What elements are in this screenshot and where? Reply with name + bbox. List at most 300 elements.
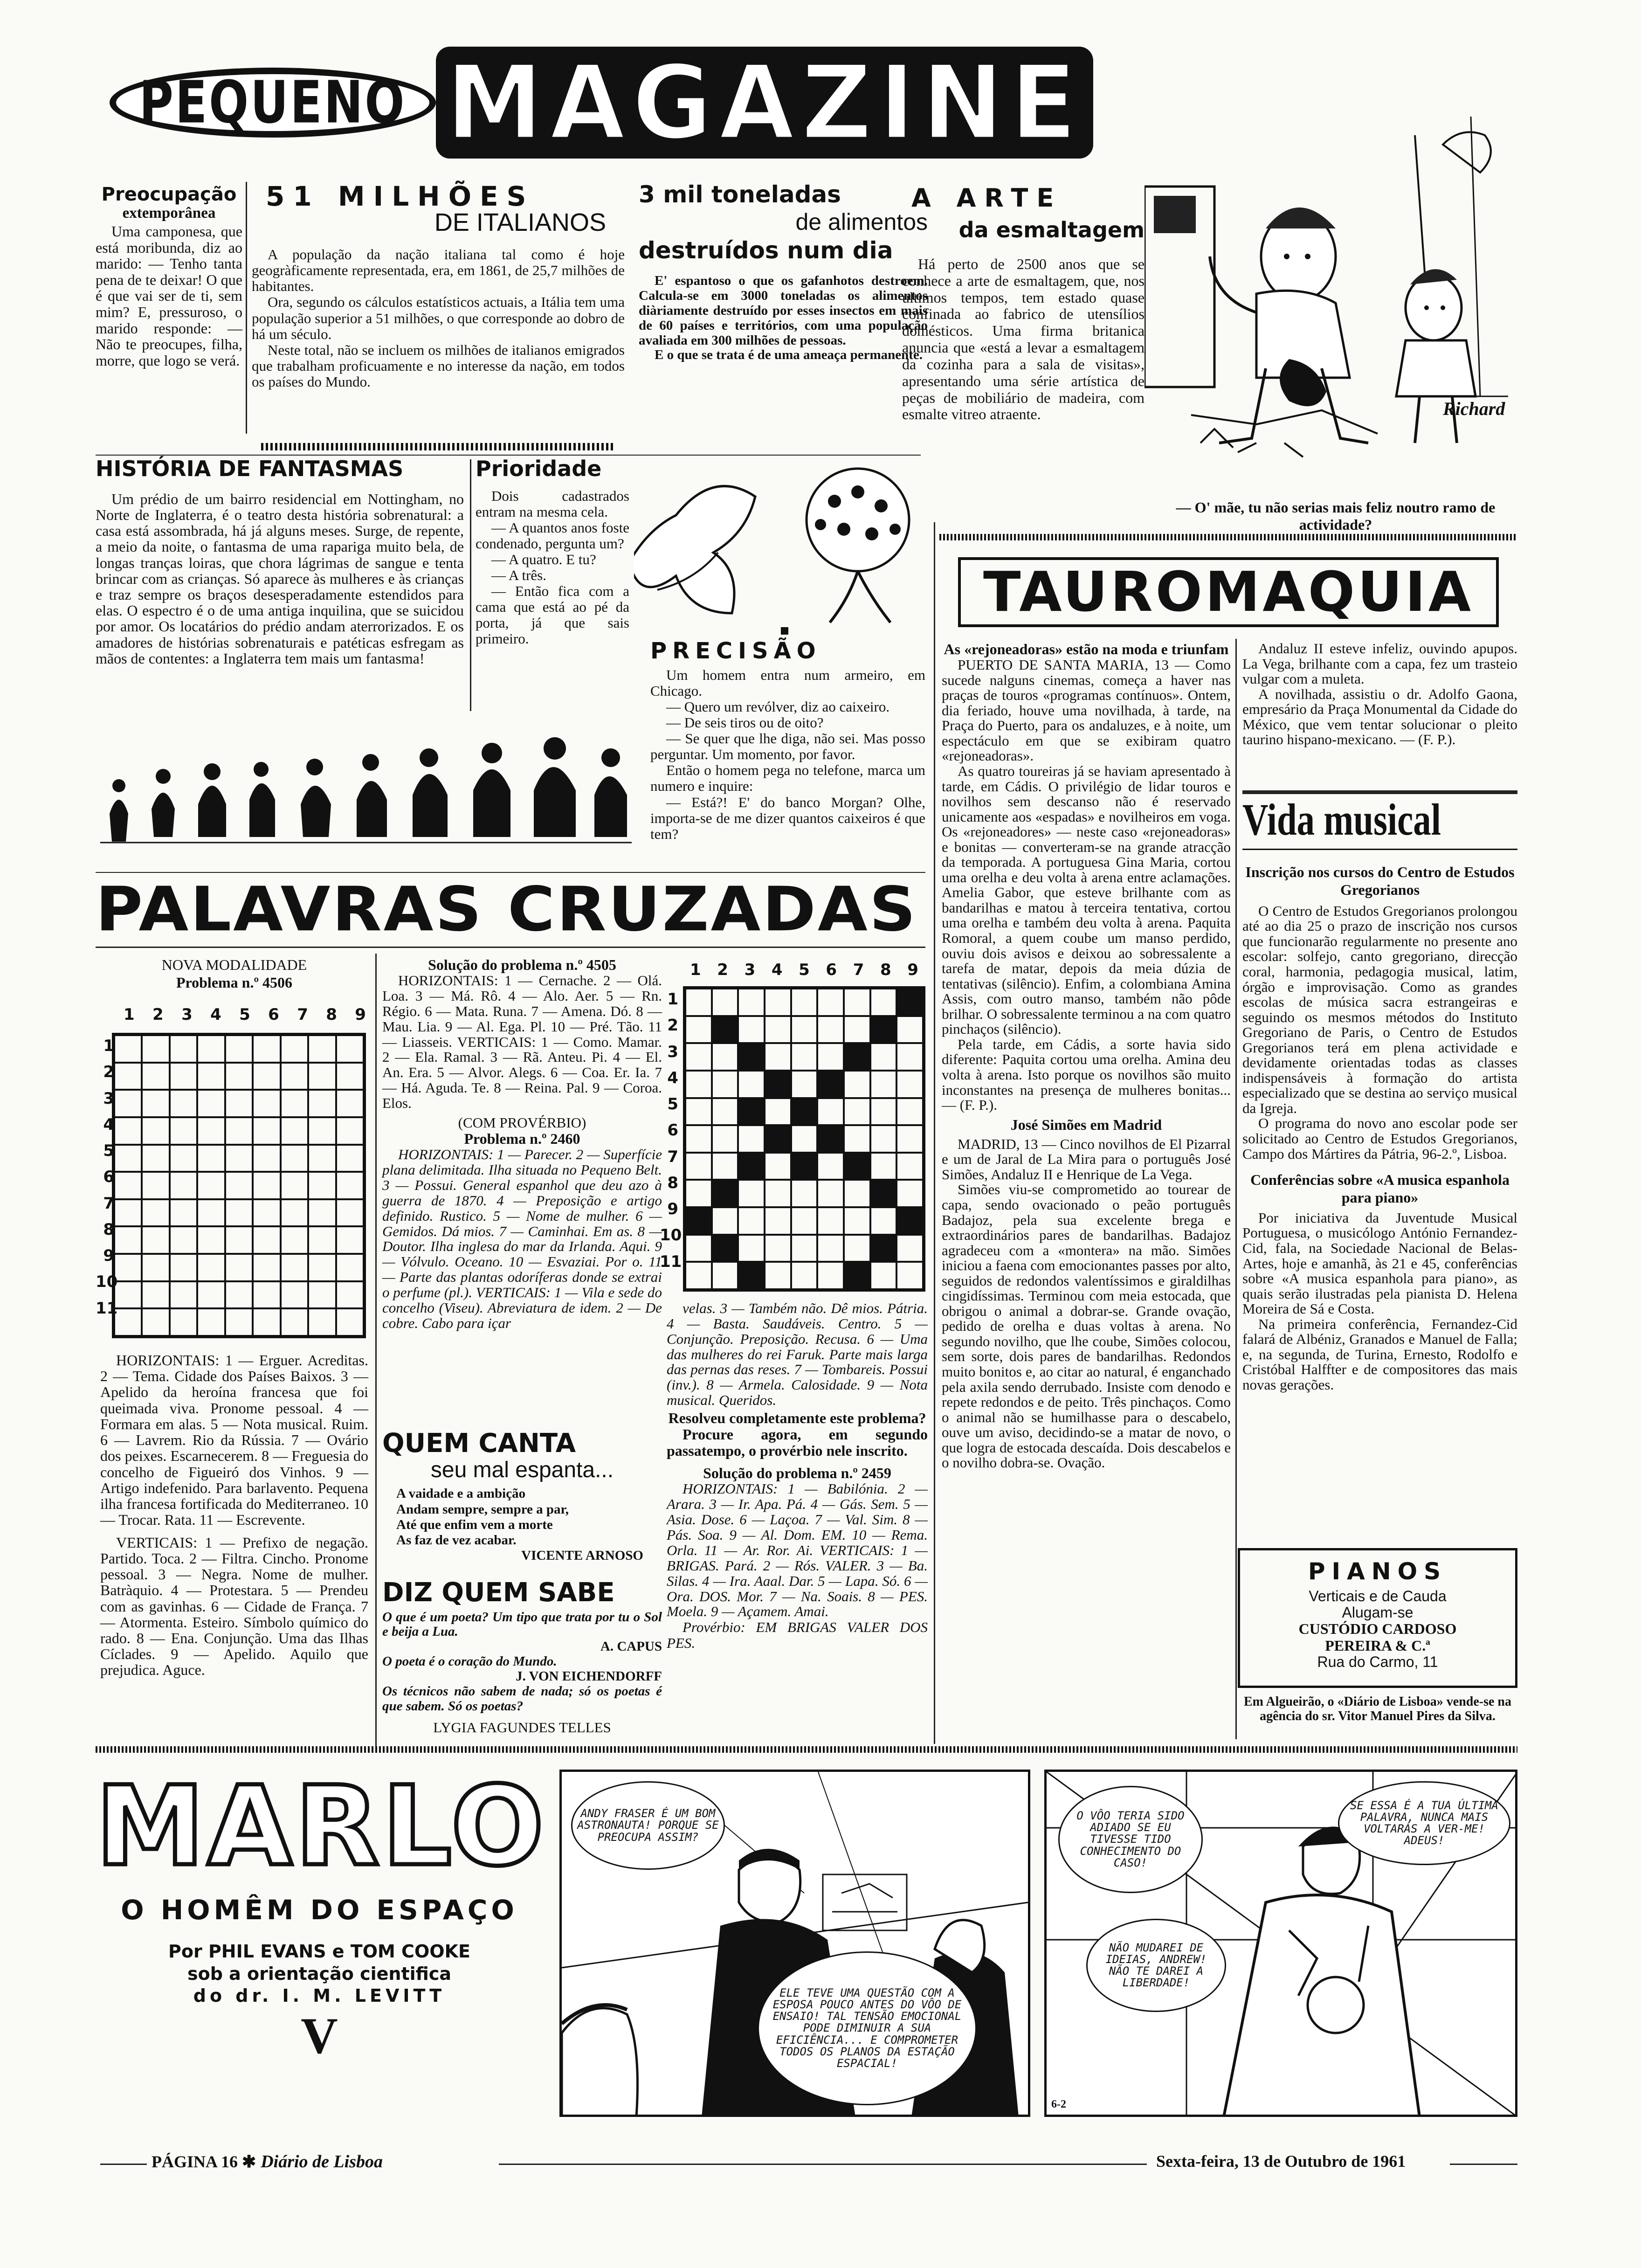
col-number: 4 (210, 1005, 221, 1024)
grid-cell (896, 1098, 923, 1126)
grid-cell (738, 1098, 765, 1126)
grid-cell (114, 1117, 142, 1145)
grid-cell (253, 1117, 280, 1145)
grid-cell (114, 1281, 142, 1309)
grid-cell (114, 1145, 142, 1172)
article-fantasmas (96, 457, 464, 666)
tauromaquia-headline: As «rejoneadoras» estão na moda e triunfam (944, 641, 1229, 657)
grid-cell (225, 1063, 253, 1090)
tauromaquia-paragraph: Simões viu-se comprometido ao tourear de capa, sendo ovacionado o peão português Badajoz, pela sua excelente brega e extraordinários pares de bandarilhas. Badajoz agradeceu com a «montera» na mão. Simões iniciou a faena com emocionantes passes por alto, seguidos de redondos valentíssimos e giraldilhas cingidíssimas. Terminou com meia estocada, que obrigou o animal a dobrar-se. Grande ovação, pedido de orelha e duas voltas à arena. No segundo novilho, que lhe coube, Simões colocou, sem sorte, dois pares de bandarilhas. Redondos muito bonitos e, ao citar ao natural, é enganchado pela axila sendo derrubado. Insiste com denodo e repete redondos e de peito. Três pinchaços. Como o animal não se humilhasse para o descabelo, ouve um aviso, decidindo-se a matar de novo, o que logra de estocada descaída. Dois descabelos e o novilho dobra-se. Ovação. (942, 1181, 1231, 1471)
grid-cell (225, 1117, 253, 1145)
grid-cell (896, 989, 923, 1016)
grid-cell (142, 1199, 169, 1227)
vida-musical-paragraph: Na primeira conferência, Fernandez-Cid falará de Albéniz, Granados e Manuel de Falla; e, na segunda, de Turina, Ernesto, Rodolfo e Cristóbal Halffter e de compositores das mais novas gerações. (1242, 1315, 1517, 1393)
row-number: 4 (103, 1115, 114, 1134)
verse-line: Até que enfim vem a morte (396, 1517, 553, 1533)
grid-cell (197, 1145, 225, 1172)
grid-cell (791, 1235, 818, 1262)
grid-cell (308, 1090, 336, 1117)
grid-cell (170, 1172, 197, 1199)
grid-cell (685, 1125, 712, 1153)
grid-cell (712, 1235, 738, 1262)
preocupacao-subtitle: extemporânea (122, 205, 216, 221)
row-number: 3 (103, 1089, 114, 1108)
footer-page-number: PÁGINA 16 ✱ (152, 2152, 256, 2171)
grid-cell (896, 1235, 923, 1262)
row-number: 3 (667, 1042, 678, 1061)
grid-cell (308, 1145, 336, 1172)
grid-cell (253, 1199, 280, 1227)
verse-line: As faz de vez acabar. (396, 1533, 517, 1548)
grid-cell (336, 1254, 364, 1281)
grid-cell (765, 989, 791, 1016)
solution-title: Solução do problema n.º 4505 (428, 956, 616, 973)
grid-cell (712, 1098, 738, 1126)
footer-newspaper-name: Diário de Lisboa (261, 2152, 383, 2171)
row-number: 6 (103, 1168, 114, 1187)
row-number: 1 (103, 1037, 114, 1055)
crossword-grid-2 (683, 986, 925, 1292)
quem-canta-title: QUEM CANTA (382, 1428, 576, 1459)
row-number: 2 (667, 1016, 678, 1035)
grid-cell (170, 1281, 197, 1309)
grid-cell (896, 1071, 923, 1098)
grid-cell (253, 1254, 280, 1281)
grid-cell (896, 1180, 923, 1207)
grid-cell (170, 1254, 197, 1281)
grid-cell (844, 1153, 870, 1180)
ghost-dancers-illustration (100, 720, 632, 851)
grid-cell (253, 1090, 280, 1117)
grid-cell (738, 1207, 765, 1235)
col-number: 2 (152, 1005, 164, 1024)
grid-cell (336, 1090, 364, 1117)
grid-cell (253, 1145, 280, 1172)
quem-canta (382, 1429, 662, 1563)
grid-cell (791, 1262, 818, 1289)
marlo-subtitle: O HOMÊM DO ESPAÇO (121, 1894, 518, 1926)
problema-2460-continued: velas. 3 — Também não. Dê mios. Pátria. 4 — Basta. Saudáveis. Centro. 5 — Conjunção. Preposição. Recusa. 6 — Uma das mulheres do rei Faruk. Parte mais larga das pernas das reses. 7 — Tombareis. Possui (inv.). 8 — Armela. Calosidade. 9 — Nota musical. Queridos. (667, 1300, 928, 1409)
speech-balloon: NÃO MUDAREI DE IDEIAS, ANDREW! NÃO TE DAREI A LIBERDADE! (1086, 1919, 1226, 2012)
article-prioridade (476, 457, 629, 647)
row-number: 7 (667, 1147, 678, 1166)
vida-musical-headline-2: Conferências sobre «A musica espanhola para piano» (1250, 1171, 1510, 1206)
grid-cell (197, 1308, 225, 1336)
quem-canta-author: VICENTE ARNOSO (521, 1548, 643, 1563)
grid-cell (281, 1035, 308, 1063)
grid-cell (142, 1226, 169, 1254)
grid-cell (817, 1071, 844, 1098)
marlo-v-logo: V (301, 2007, 338, 2065)
grid-cell (738, 1071, 765, 1098)
speech-balloon: ELE TEVE UMA QUESTÃO COM A ESPOSA POUCO ANTES DO VÔO DE ENSAIO! TAL TENSÃO EMOCIONAL PODE DIMINUIR A SUA EFICIÊNCIA... E COMPROMETER TODOS OS PLANOS DA ESTAÇÃO ESPACIAL! (758, 1951, 977, 2105)
grid-cell (896, 1207, 923, 1235)
col-number: 6 (268, 1005, 279, 1024)
col-number: 1 (124, 1005, 135, 1024)
precisao-line: Então o homem pega no telefone, marca um numero e inquire: (650, 762, 925, 795)
masthead (110, 47, 1093, 159)
grid-cell (685, 1043, 712, 1071)
grid-cell (281, 1281, 308, 1309)
grid-cell (197, 1035, 225, 1063)
grid-cell (765, 1153, 791, 1180)
row-number: 2 (103, 1063, 114, 1082)
comic-panel-number: 6-2 (1051, 2098, 1066, 2110)
grid-cell (765, 1016, 791, 1044)
grid-cell (197, 1199, 225, 1227)
precisao-line: Um homem entra num armeiro, em Chicago. (650, 666, 925, 699)
quem-canta-verse (396, 1486, 662, 1548)
grid-cell (225, 1035, 253, 1063)
row-number: 10 (96, 1272, 118, 1292)
grid-cell (253, 1063, 280, 1090)
grid-cell (253, 1172, 280, 1199)
grid-cell (170, 1117, 197, 1145)
row-number: 6 (667, 1121, 678, 1140)
grid-cell (712, 1262, 738, 1289)
crossword-title: PALAVRAS CRUZADAS (96, 873, 918, 945)
grid-cell (142, 1254, 169, 1281)
grid-cell (791, 1098, 818, 1126)
grid-cell (142, 1035, 169, 1063)
speech-balloon: SE ESSA É A TUA ÚLTIMA PALAVRA, NUNCA MAIS VOLTARÁS A VER-ME! ADEUS! (1338, 1781, 1510, 1865)
crossword-grid-1 (112, 1033, 366, 1338)
grid-cell (712, 1043, 738, 1071)
problema-2460-title: Problema n.º 2460 (464, 1130, 580, 1148)
grid-cell (197, 1281, 225, 1309)
solution-2459-title: Solução do problema n.º 2459 (703, 1465, 891, 1482)
grid-cell (685, 1207, 712, 1235)
arte-subtitle: da esmaltagem (958, 217, 1145, 243)
verse-line: Andam sempre, sempre a par, (396, 1501, 569, 1517)
prioridade-line: — A quatro. E tu? (491, 551, 596, 567)
pianos-title: PIANOS (1308, 1558, 1448, 1585)
grid-cell (765, 1043, 791, 1071)
grid-cell (281, 1308, 308, 1336)
grid-cell (170, 1090, 197, 1117)
grid-cell (197, 1254, 225, 1281)
algueirao-notice: Em Algueirão, o «Diário de Lisboa» vende-se na agência do sr. Vitor Manuel Pires da Silva. (1243, 1694, 1511, 1723)
grid-cell (281, 1254, 308, 1281)
grid-cell (281, 1226, 308, 1254)
grid-cell (685, 1235, 712, 1262)
grid-cell (791, 1043, 818, 1071)
precisao-line: — Se quer que lhe diga, não sei. Mas posso perguntar. Um momento, por favor. (650, 730, 925, 763)
proverbio-answer: Provérbio: EM BRIGAS VALER DOS PES. (667, 1619, 928, 1652)
grid-cell (225, 1199, 253, 1227)
marlo-authors: Por PHIL EVANS e TOM COOKE (168, 1941, 470, 1962)
grid-cell (870, 1016, 897, 1044)
prioridade-line: — A quantos anos foste condenado, pergunta um? (476, 519, 629, 552)
grid-cell (791, 1016, 818, 1044)
toneladas-subtitle: de alimentos (795, 209, 928, 235)
grid-cell (281, 1199, 308, 1227)
procure-instruction: Procure agora, em segundo passatempo, o provérbio nele inscrito. (667, 1426, 928, 1459)
article-preocupacao (96, 184, 242, 368)
grid-cell (197, 1226, 225, 1254)
quem-sabe-title: DIZ QUEM SABE (382, 1577, 615, 1608)
col-number: 1 (690, 961, 701, 979)
grid1-row-numbers (96, 1037, 118, 1318)
row-number: 7 (103, 1194, 114, 1213)
diz-quem-sabe (382, 1578, 662, 1736)
grid-cell (817, 1235, 844, 1262)
grid-cell (197, 1063, 225, 1090)
grid-cell (225, 1226, 253, 1254)
grid-cell (170, 1035, 197, 1063)
prioridade-title: Prioridade (476, 456, 602, 481)
grid-cell (870, 1235, 897, 1262)
grid-cell (308, 1035, 336, 1063)
grid2-col-numbers (690, 961, 918, 979)
grid-cell (225, 1308, 253, 1336)
col-number: 5 (239, 1005, 250, 1024)
solution-2459-text: HORIZONTAIS: 1 — Babilónia. 2 — Arara. 3 — Ir. Apa. Pá. 4 — Gás. Sem. 5 — Asia. Dose. 6 — Laçoa. 7 — Val. Sim. 8 — Pás. Soa. 9 — Al. Dom. EM. 10 — Rema. Orla. 11 — Ar. Ror. Ai. VERTICAIS: 1 — BRIGAS. Pará. 2 — Rós. VALER. 3 — Ba. Silas. 4 — Ira. Aaal. Dar. 5 — Lapa. Só. 6 — Ora. DOS. Mor. 7 — Na. Soais. 8 — PES. Moela. 9 — Açamem. Amai. (667, 1480, 928, 1620)
grid-cell (817, 1125, 844, 1153)
quem-sabe-author: J. VON EICHENDORFF (516, 1669, 662, 1684)
grid-cell (308, 1226, 336, 1254)
grid-cell (114, 1308, 142, 1336)
marlo-dr: do dr. I. M. LEVITT (193, 1985, 446, 2006)
article-precisao (650, 639, 925, 842)
row-number: 8 (667, 1173, 678, 1192)
grid-cell (336, 1199, 364, 1227)
vida-musical (1242, 797, 1517, 1392)
grid-cell (308, 1308, 336, 1336)
masthead-pequeno: PEQUENO (110, 68, 436, 138)
grid-cell (844, 1071, 870, 1098)
verse-line: A vaidade e a ambição (396, 1486, 526, 1501)
grid-cell (765, 1207, 791, 1235)
cartoon-illustration (1145, 117, 1527, 494)
precisao-line: — Quero um revólver, diz ao caixeiro. (666, 698, 890, 715)
solution-text: HORIZONTAIS: 1 — Cernache. 2 — Olá. Loa. 3 — Má. Rô. 4 — Alo. Aer. 5 — Rn. Régio. 6 — Mata. Runa. 7 — Amena. Dó. 8 — Mau. Lia. 9 — Al. Ega. Pl. 10 — Pré. Tão. 11 — Liasseis. VERTICAIS: 1 — Como. Mamar. 2 — Ela. Ramal. 3 — Rã. Anteu. Pi. 4 — El. An. Era. 5 — Alvor. Alegs. 6 — Coa. Er. Ia. 7 — Há. Aguda. Te. 8 — Reina. Pal. 9 — Coroa. Elos. (382, 972, 662, 1112)
grid-cell (738, 1043, 765, 1071)
grid-cell (712, 1016, 738, 1044)
grid-cell (336, 1117, 364, 1145)
grid-cell (336, 1281, 364, 1309)
grid-cell (791, 1071, 818, 1098)
crossword-mid-column (667, 1301, 928, 1651)
preocupacao-title: Preocupação (101, 184, 237, 205)
milhoes-subtitle: DE ITALIANOS (434, 208, 606, 236)
col-number: 9 (907, 961, 918, 979)
grid-cell (791, 1207, 818, 1235)
grid-cell (738, 1016, 765, 1044)
fantasmas-text: Um prédio de um bairro residencial em Nottingham, no Norte de Inglaterra, é o teatro desta história sobrenatural: a casa está assombrada, há já alguns meses. Surge, de repente, a meio da noite, o fantasma de uma rapariga muito bela, de longas tranças loiras, que chora lágrimas de sangue e tenta brincar com as crianças. Só aparece às mulheres e às crianças e traz sempre os braços desesperadamente estendidos para elas. O espectro é o de uma antiga inquilina, que se suicidou por amor. Os locatários do prédio andam aterrorizados. E os amadores de histórias sobrenaturais e patéticas esfregam as mãos de contentes: a Inglaterra tem mais um fantasma! (96, 490, 464, 667)
grid-cell (281, 1090, 308, 1117)
grid-cell (817, 1016, 844, 1044)
grid-cell (844, 1043, 870, 1071)
grid-cell (738, 1153, 765, 1180)
grid-cell (114, 1172, 142, 1199)
grid-cell (142, 1063, 169, 1090)
horizontais-clues: HORIZONTAIS: 1 — Erguer. Acreditas. 2 — Tema. Cidade dos Países Baixos. 3 — Apelido da heroína francesa que foi queimada viva. Pronome pessoal. 4 — Formara em alas. 5 — Nota musical. Ruim. 6 — Lavrem. Rio da Rússia. 7 — Ovário dos peixes. Escarnecerem. 8 — Freguesia do concelho de Figueiró dos Vinhos. 9 — Artigo indefenido. Para barlavento. Pequena ilha francesa fortificada do Mediterraneo. 10 — Trocar. Rata. 11 — Escrevente. (100, 1352, 368, 1528)
grid-cell (712, 1153, 738, 1180)
col-number: 8 (880, 961, 891, 979)
grid-cell (142, 1145, 169, 1172)
grid-cell (765, 1071, 791, 1098)
grid-cell (844, 1125, 870, 1153)
grid-cell (225, 1145, 253, 1172)
crossword-problema: Problema n.º 4506 (176, 974, 293, 991)
grid-cell (712, 1207, 738, 1235)
precisao-line: — Está?! E' do banco Morgan? Olhe, importa-se de me dizer quantos caixeiros é que tem? (650, 794, 925, 842)
precisao-title: PRECISÃO (650, 638, 821, 664)
grid-cell (817, 1098, 844, 1126)
col-number: 6 (826, 961, 837, 979)
grid-cell (336, 1145, 364, 1172)
row-number: 10 (660, 1226, 682, 1245)
quem-sabe-quote: Os técnicos não sabem de nada; só os poetas é que sabem. Só os poetas? (382, 1684, 662, 1714)
grid1-col-numbers (124, 1006, 366, 1023)
row-number: 5 (103, 1141, 114, 1160)
quem-canta-subtitle: seu mal espanta... (430, 1457, 614, 1482)
comic-panel-1 (559, 1770, 1030, 2117)
grid-cell (281, 1172, 308, 1199)
grid-cell (114, 1254, 142, 1281)
milhoes-title: 51 MILHÕES (266, 180, 535, 212)
toneladas-paragraph: E' espantoso o que os gafanhotos destroem. Calcula-se em 3000 toneladas os alimentos diàriamente destruído por esses insectos em mais de 60 países e territórios, com uma população avaliada em 300 milhões de pessoas. (639, 273, 928, 348)
grid-cell (685, 1071, 712, 1098)
grid-cell (712, 989, 738, 1016)
grid-cell (142, 1172, 169, 1199)
grid-cell (225, 1281, 253, 1309)
grid-cell (225, 1254, 253, 1281)
tauromaquia-banner (958, 557, 1499, 627)
tauromaquia-continued (1242, 641, 1517, 747)
grid-cell (114, 1199, 142, 1227)
precisao-line: — De seis tiros ou de oito? (666, 714, 824, 731)
grid-cell (281, 1117, 308, 1145)
pianos-line: Verticais e de Cauda (1309, 1588, 1447, 1604)
grid-cell (253, 1226, 280, 1254)
grid-cell (685, 1098, 712, 1126)
row-number: 11 (660, 1252, 682, 1271)
grid-cell (685, 1180, 712, 1207)
grid-cell (308, 1281, 336, 1309)
grid-cell (142, 1308, 169, 1336)
grid-cell (896, 1125, 923, 1153)
pianos-line: Alugam-se (1342, 1604, 1413, 1621)
col-number: 7 (853, 961, 864, 979)
grid-cell (336, 1172, 364, 1199)
grid-cell (738, 1125, 765, 1153)
grid-cell (170, 1199, 197, 1227)
grid-cell (336, 1063, 364, 1090)
grid-cell (896, 1262, 923, 1289)
grid-cell (114, 1226, 142, 1254)
grid-cell (844, 1098, 870, 1126)
grid-cell (685, 1016, 712, 1044)
grid-cell (114, 1063, 142, 1090)
grid-cell (870, 1262, 897, 1289)
quem-sabe-author: A. CAPUS (600, 1639, 662, 1654)
grid-cell (114, 1035, 142, 1063)
grid-cell (817, 1043, 844, 1071)
fantasmas-title: HISTÓRIA DE FANTASMAS (96, 456, 404, 481)
masthead-magazine: MAGAZINE (436, 47, 1093, 159)
tauromaquia-headline-2: José Simões em Madrid (1010, 1116, 1162, 1133)
problema-2460-text: HORIZONTAIS: 1 — Parecer. 2 — Superfície plana delimitada. Ilha situada no Pequeno Belt. 3 — Possui. General espanhol que deu azo à guerra de 1870. 4 — Preposição e artigo definido. Rustico. 5 — Nome de mulher. 6 — Gemidos. Dá mios. 7 — Caminhai. Em as. 8 — Doutor. Ilha inglesa do mar da Irlanda. Aqui. 9 — Vólvulo. Oceano. 10 — Esvaziai. Por o. 11 — Parte das plantas odoríferas donde se extrai o perfume (pl.). VERTICAIS: 1 — Vila e sede do concelho (Viseu). Abreviatura de idem. 2 — De cobre. Cabo para içar (382, 1146, 662, 1331)
prioridade-line: Dois cadastrados entram na mesma cela. (476, 487, 629, 520)
grid-cell (253, 1281, 280, 1309)
crossword-nova: NOVA MODALIDADE (161, 956, 307, 973)
pianos-ad (1238, 1548, 1517, 1688)
grid-cell (765, 1098, 791, 1126)
tauromaquia-paragraph: A novilhada, assistiu o dr. Adolfo Gaona, empresário da Praça Monumental da Cidade do México, que vem tentar solucionar o pleito taurino hispano-mexicano. — (F. P.). (1242, 685, 1517, 748)
col-number: 8 (326, 1005, 337, 1024)
grid-cell (712, 1180, 738, 1207)
grid-cell (844, 1180, 870, 1207)
grid-cell (844, 1235, 870, 1262)
speech-balloon: ANDY FRASER É UM BOM ASTRONAUTA! PORQUE SE PREOCUPA ASSIM? (571, 1781, 725, 1870)
grid-cell (170, 1226, 197, 1254)
grid-cell (870, 1098, 897, 1126)
grid-cell (870, 1125, 897, 1153)
grid-cell (685, 989, 712, 1016)
prioridade-line: — A três. (491, 567, 546, 584)
grid-cell (336, 1035, 364, 1063)
grid-cell (870, 1207, 897, 1235)
article-arte (902, 184, 1145, 423)
grid2-row-numbers (660, 990, 682, 1271)
row-number: 11 (96, 1299, 118, 1318)
vida-musical-title: Vida musical (1242, 795, 1441, 844)
vida-musical-paragraph: Por iniciativa da Juventude Musical Portuguesa, o musicólogo António Fernandez-Cid, fala, na Sociedade Nacional de Belas-Artes, hoje e amanhã, às 21 e 45, conferências sobre «A musica espanhola para piano», as quais serão ilustradas pela pianista D. Helena Moreira de Sá e Costa. (1242, 1209, 1517, 1317)
grid-cell (896, 1153, 923, 1180)
grid-cell (197, 1172, 225, 1199)
grid-cell (791, 1125, 818, 1153)
marlo-sob: sob a orientação cientifica (187, 1963, 451, 1984)
grid-cell (844, 1207, 870, 1235)
grid-cell (685, 1262, 712, 1289)
locust-illustration (634, 459, 923, 632)
grid-cell (170, 1308, 197, 1336)
speech-balloon: O VÔO TERIA SIDO ADIADO SE EU TIVESSE TIDO CONHECIMENTO DO CASO! (1058, 1786, 1203, 1893)
grid-cell (738, 1235, 765, 1262)
row-number: 9 (667, 1200, 678, 1218)
quem-sabe-quote: O poeta é o coração do Mundo. (382, 1654, 557, 1669)
grid-cell (791, 989, 818, 1016)
grid-cell (765, 1235, 791, 1262)
tauromaquia-paragraph: MADRID, 13 — Cinco novilhos de El Pizarral e um de Jaral de La Mira para o português José Simões, Andaluz II e Henrique de La Vega. (942, 1135, 1231, 1182)
comic-panel-2 (1044, 1770, 1517, 2117)
grid-cell (738, 1262, 765, 1289)
milhoes-paragraph: Ora, segundo os cálculos estatísticos actuais, a Itália tem uma população superior a 51 milhões, o que corresponde ao dobro de há um século. (252, 294, 625, 342)
grid-cell (817, 1262, 844, 1289)
col-number: 9 (355, 1005, 366, 1024)
row-number: 9 (103, 1246, 114, 1265)
tauromaquia-title: TAUROMAQUIA (983, 560, 1474, 624)
grid-cell (817, 989, 844, 1016)
grid-cell (281, 1145, 308, 1172)
marlo-header (96, 1763, 547, 2065)
arte-text: Há perto de 2500 anos que se conhece a arte de esmaltagem, que, nos ultimos tempos, tem estado quase confinada ao fabrico de utensílios domésticos. Uma firma britanica anuncia que «está a levar a esmaltagem da cozinha para a sala de visitas», apresentando uma série artística de peças de mobiliário de madeira, com esmalte vitreo atraente. (902, 255, 1145, 423)
grid-cell (791, 1180, 818, 1207)
grid-cell (685, 1153, 712, 1180)
milhoes-paragraph: A população da nação italiana tal como é hoje geogràficamente representada, era, em 1861, de 25,7 milhões de habitantes. (252, 246, 625, 295)
cartoon (1145, 117, 1527, 533)
preocupacao-text: Uma camponesa, que está moribunda, diz ao marido: — Tenho tanta pena de te deixar! O que é que vai ser de ti, sem mim? E, pressuroso, o marido responde: — Não te preocupes, filha, morre, que logo se verá. (96, 223, 242, 369)
grid-cell (170, 1063, 197, 1090)
pianos-line: CUSTÓDIO CARDOSO (1298, 1620, 1457, 1638)
grid-cell (817, 1207, 844, 1235)
grid-cell (738, 1180, 765, 1207)
crossword-clues (100, 1352, 368, 1678)
grid-cell (336, 1226, 364, 1254)
grid-cell (765, 1180, 791, 1207)
